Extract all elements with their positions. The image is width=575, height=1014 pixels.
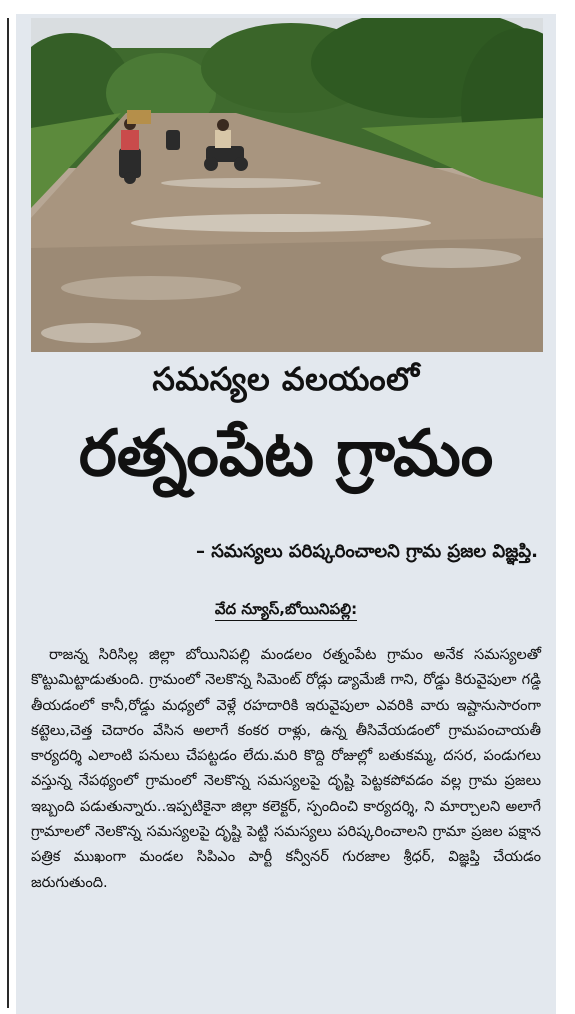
road-photo — [31, 18, 543, 352]
tagline: – సమస్యలు పరిష్కరించాలని గ్రామ ప్రజల విజ్ఞప్తి. — [196, 541, 538, 562]
column-rule — [7, 18, 9, 1008]
headline: రత్నంపేట గ్రామం — [78, 417, 494, 491]
news-clipping — [16, 14, 556, 1014]
dateline — [16, 600, 556, 622]
article-body: రాజన్న సిరిసిల్ల జిల్లా బోయినిపల్లి మండలం రత్నంపేట గ్రామం అనేక సమస్యలతో కొట్టుమిట్టాడుతుంది. గ్రామంలో నెలకొన్న సిమెంట్ రోడ్లు డ్యామేజీ గాని, రోడ్డు కిరువైపులా గడ్డి తీయడంలో కానీ,రోడ్డు మధ్యలో వెళ్లే రహదారికి ఇరువైపులా ఎవరికి వారు ఇష్టానుసారంగా కట్టెలు,చెత్త చెదారం వేసిన అలాగే కంకర రాళ్లు, ఉన్న తీసివేయడంలో గ్రామపంచాయతీ కార్యదర్శి ఎలాంటి పనులు చేపట్టడం లేదు.మరి కొద్ది రోజుల్లో బతుకమ్మ, దసర, పండుగలు వస్తున్న నేపథ్యంలో గ్రామంలో నెలకొన్న సమస్యలపై దృష్టి పెట్టకపోవడం వల్ల గ్రామ ప్రజలు ఇబ్బంది పడుతున్నారు..ఇప్పటికైనా జిల్లా కలెక్టర్, స్పందించి కార్యదర్శి, ని మార్చాలని అలాగే గ్రామాలలో నెలకొన్న సమస్యలపై దృష్టి పెట్టి సమస్యలు పరిష్కరించాలని గ్రామా ప్రజల పక్షాన పత్రిక ముఖంగా మండల సిపిఎం పార్టీ కన్వీనర్ గురజాల శ్రీధర్, విజ్ఞప్తి చేయడం జరుగుతుంది. — [31, 646, 541, 891]
dateline-text: వేద న్యూస్,బోయినిపల్లి: — [215, 600, 357, 621]
sub-headline: సమస్యల వలయంలో — [152, 360, 420, 398]
